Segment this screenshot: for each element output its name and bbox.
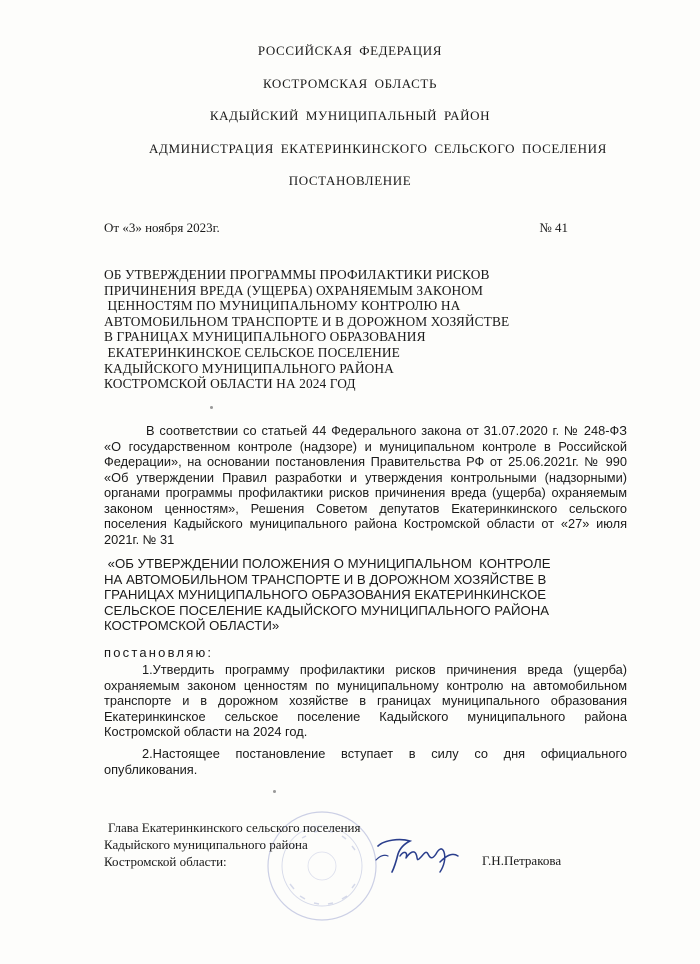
scan-speck xyxy=(210,406,213,409)
document-title: ОБ УТВЕРЖДЕНИИ ПРОГРАММЫ ПРОФИЛАКТИКИ РИСКОВ ПРИЧИНЕНИЯ ВРЕДА (УЩЕРБА) ОХРАНЯЕМЫМ ЗАКОНОМ ЦЕННОСТЯМ ПО МУНИЦИПАЛЬНОМУ КОНТРОЛЮ НА АВТОМОБИЛЬНОМ ТРАНСПОРТЕ И В ДОРОЖНОМ ХОЗЯЙСТВЕ В ГРАНИЦАХ МУНИЦИПАЛЬНОГО ОБРАЗОВАНИЯ ЕКАТЕРИНКИНСКОЕ СЕЛЬСКОЕ ПОСЕЛЕНИЕ КАДЫЙСКОГО МУНИЦИПАЛЬНОГО РАЙОНА КОСТРОМСКОЙ ОБЛАСТИ НА 2024 ГОД xyxy=(104,267,510,392)
document-date: От «3» ноября 2023г. xyxy=(104,220,220,235)
item-2: 2.Настоящее постановление вступает в силу со дня официального опубликования. xyxy=(104,746,627,777)
header-district: КАДЫЙСКИЙ МУНИЦИПАЛЬНЫЙ РАЙОН xyxy=(209,108,491,123)
preamble-paragraph: В соответствии со статьей 44 Федерального закона от 31.07.2020 г. № 248-ФЗ «О государственном контроле (надзоре) и муниципальном контроле в Российской Федерации», на основании постановления Правительства РФ от 25.06.2021г. № 990 «Об утверждении Правил разработки и утверждения контрольными (надзорными) органами программы профилактики рисков причинения вреда (ущерба) охраняемым законом ценностям», Решения Советом депутатов Екатеринкинского сельского поселения Кадыйского муниципального района Костромской области от «27» июля 2021г. № 31 xyxy=(104,423,627,547)
referenced-resolution-title: «ОБ УТВЕРЖДЕНИИ ПОЛОЖЕНИЯ О МУНИЦИПАЛЬНОМ КОНТРОЛЕ НА АВТОМОБИЛЬНОМ ТРАНСПОРТЕ И В ДОРОЖНОМ ХОЗЯЙСТВЕ В ГРАНИЦАХ МУНИЦИПАЛЬНОГО ОБРАЗОВАНИЯ ЕКАТЕРИНКИНСКОЕ СЕЛЬСКОЕ ПОСЕЛЕНИЕ КАДЫЙСКОГО МУНИЦИПАЛЬНОГО РАЙОНА КОСТРОМСКОЙ ОБЛАСТИ» xyxy=(104,556,551,634)
header-region: КОСТРОМСКАЯ ОБЛАСТЬ xyxy=(262,76,438,91)
signer-name: Г.Н.Петракова xyxy=(482,853,562,868)
header-country: РОССИЙСКАЯ ФЕДЕРАЦИЯ xyxy=(257,43,443,58)
dateline xyxy=(104,220,568,236)
handwritten-signature-icon xyxy=(370,832,470,878)
decree-word: постановляю: xyxy=(104,645,214,660)
signature-title-line-2: Кадыйского муниципального района xyxy=(104,837,308,852)
header-doc-type: ПОСТАНОВЛЕНИЕ xyxy=(288,173,412,188)
signature-title-line-3: Костромской области: xyxy=(104,854,227,869)
document-number: № 41 xyxy=(539,220,568,235)
item-1: 1.Утвердить программу профилактики рисков причинения вреда (ущерба) охраняемым законом ценностям по муниципальному контролю на автомобильном транспорте и в дорожном хозяйстве в границах муниципального образования Екатеринкинское сельское поселение Кадыйского муниципального района Костромской области на 2024 год. xyxy=(104,662,627,739)
signature-title-line-1: Глава Екатеринкинского сельского поселения xyxy=(108,820,361,835)
header-administration: АДМИНИСТРАЦИЯ ЕКАТЕРИНКИНСКОГО СЕЛЬСКОГО ПОСЕЛЕНИЯ xyxy=(149,141,607,156)
scan-speck xyxy=(273,790,276,793)
